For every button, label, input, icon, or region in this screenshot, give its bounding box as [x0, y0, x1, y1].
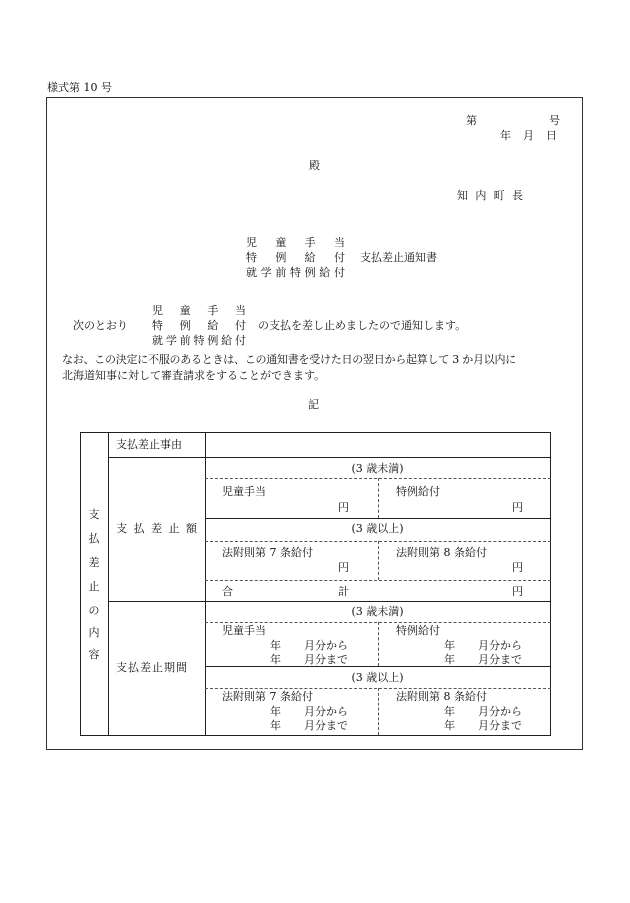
period-label: 支払差止期間: [116, 661, 188, 674]
period-supp7-label: 法附則第 7 条給付: [222, 690, 313, 703]
yen-unit: 円: [338, 501, 349, 514]
body-prefix: 次のとおり: [73, 319, 128, 332]
amount-under3-heading: (3 歳未満): [351, 462, 404, 475]
number-dai: 第: [466, 114, 477, 127]
appeal-line-1: なお、この決定に不服のあるときは、この通知書を受けた日の翌日から起算して 3 か月以内に: [62, 353, 516, 366]
year-unit: 年: [270, 653, 281, 666]
body-kind-special-benefit: 特 例 給 付: [152, 319, 246, 332]
side-label-char: 止: [88, 580, 100, 593]
ki-mark: 記: [308, 398, 319, 411]
amount-supp8-label: 法附則第 8 条給付: [396, 546, 487, 559]
month-to: 月分まで: [304, 653, 348, 666]
total-label-1: 合: [222, 585, 233, 598]
side-label-char: 容: [88, 648, 100, 661]
year-unit: 年: [444, 719, 455, 732]
body-kind-child-allowance: 児 童 手 当: [152, 304, 246, 317]
side-label-char: 払: [88, 532, 100, 545]
side-label-char: 差: [88, 556, 100, 569]
addressee-suffix: 殿: [309, 159, 320, 172]
appeal-line-2: 北海道知事に対して審査請求をすることができます。: [62, 369, 326, 382]
number-go: 号: [549, 114, 560, 127]
issuer: 知 内 町 長: [457, 189, 523, 202]
month-to: 月分まで: [304, 719, 348, 732]
year-unit: 年: [270, 639, 281, 652]
period-over3-heading: (3 歳以上): [351, 671, 404, 684]
date-line: [500, 129, 557, 143]
month-from: 月分から: [478, 705, 522, 718]
date-year: 年: [500, 129, 511, 142]
month-from: 月分から: [478, 639, 522, 652]
year-unit: 年: [270, 719, 281, 732]
month-from: 月分から: [304, 705, 348, 718]
period-special-benefit-label: 特例給付: [396, 624, 440, 637]
amount-label: 支 払 差 止 額: [116, 522, 197, 535]
amount-over3-heading: (3 歳以上): [351, 522, 404, 535]
reason-value[interactable]: [207, 438, 547, 452]
month-to: 月分まで: [478, 719, 522, 732]
yen-unit: 円: [512, 561, 523, 574]
side-label-char: の: [88, 604, 100, 617]
title-kind-child-allowance: 児 童 手 当: [246, 236, 345, 249]
side-label-char: 内: [88, 626, 100, 639]
body-kind-preschool: 就 学 前 特 例 給 付: [152, 334, 246, 347]
amount-supp7-label: 法附則第 7 条給付: [222, 546, 313, 559]
side-label-char: 支: [88, 508, 100, 521]
month-to: 月分まで: [478, 653, 522, 666]
title-kind-special-benefit: 特 例 給 付: [246, 251, 345, 264]
yen-unit: 円: [512, 501, 523, 514]
year-unit: 年: [444, 705, 455, 718]
year-unit: 年: [270, 705, 281, 718]
title-suffix: 支払差止通知書: [360, 251, 437, 264]
year-unit: 年: [444, 639, 455, 652]
month-from: 月分から: [304, 639, 348, 652]
yen-unit: 円: [512, 585, 523, 598]
title-kind-preschool: 就 学 前 特 例 給 付: [246, 266, 345, 279]
yen-unit: 円: [338, 561, 349, 574]
amount-special-benefit-label: 特例給付: [396, 485, 440, 498]
period-child-allowance-label: 児童手当: [222, 624, 266, 637]
period-supp8-label: 法附則第 8 条給付: [396, 690, 487, 703]
form-number: 様式第 10 号: [47, 81, 112, 94]
reason-label: 支払差止事由: [116, 438, 182, 451]
period-under3-heading: (3 歳未満): [351, 605, 404, 618]
year-unit: 年: [444, 653, 455, 666]
body-suffix: の支払を差し止めましたので通知します。: [258, 319, 467, 332]
total-label-2: 計: [338, 585, 349, 598]
date-month: 月: [523, 129, 534, 142]
amount-child-allowance-label: 児童手当: [222, 485, 266, 498]
date-day: 日: [546, 129, 557, 142]
